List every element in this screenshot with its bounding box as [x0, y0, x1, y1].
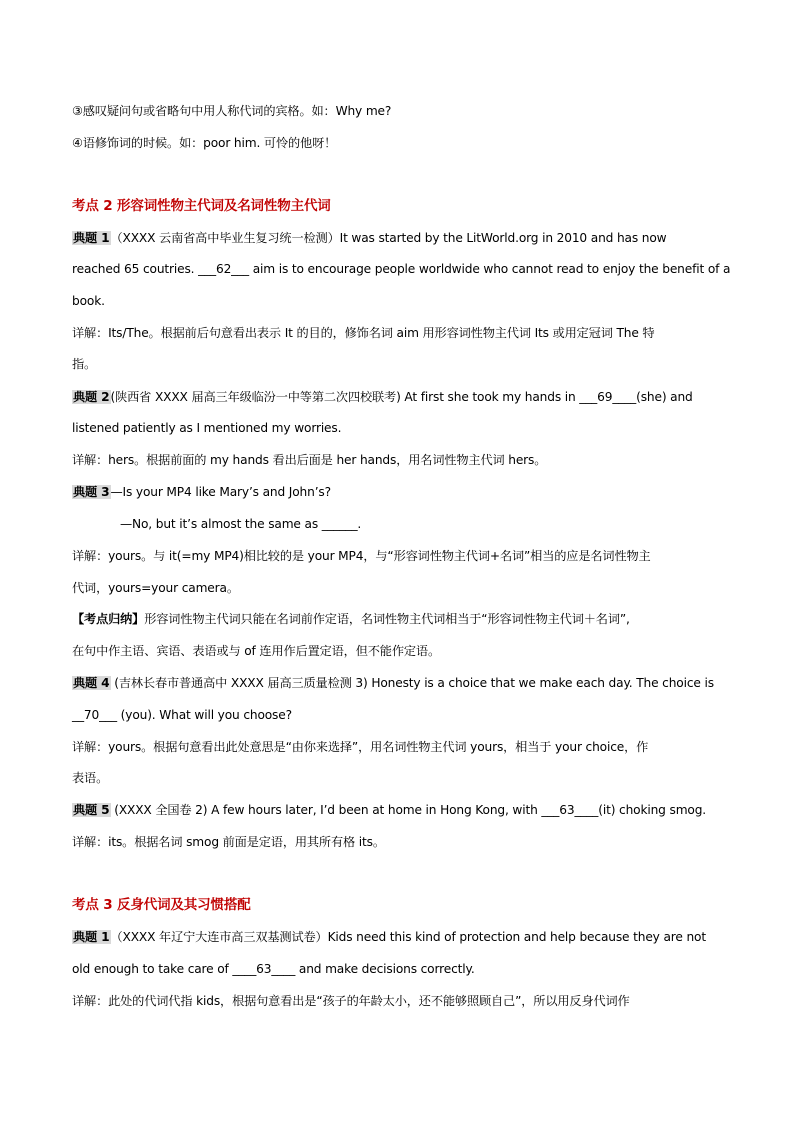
- line-text: 形容词性物主代词只能在名词前作定语，名词性物主代词相当于“形容词性物主代词＋名词”,: [144, 612, 630, 626]
- example-line: [72, 229, 732, 247]
- line-text: 详解：hers。根据前面的 my hands 看出后面是 her hands，用名词性物主代词 hers。: [72, 453, 547, 467]
- text-line: [72, 419, 732, 437]
- line-text: 详解：Its/The。根据前后句意看出表示 It 的目的，修饰名词 aim 用形容词性物主代词 Its 或用定冠词 The 特: [72, 326, 655, 340]
- line-text: 表语。: [72, 771, 109, 785]
- text-line: [72, 706, 732, 724]
- line-text: ④语修饰词的时候。如：poor him. 可怜的他呀！: [72, 136, 337, 150]
- line-text: （XXXX 年辽宁大连市高三双基测试卷）Kids need this kind of protection and help because they are not: [110, 930, 706, 944]
- text-line: [72, 960, 732, 978]
- line-text: 详解：此处的代词代指 kids，根据句意看出是“孩子的年龄太小，还不能够照顾自己”，所以用反身代词作: [72, 994, 630, 1008]
- line-text: 详解：its。根据名词 smog 前面是定语，用其所有格 its。: [72, 835, 385, 849]
- summary-tag: 【考点归纳】: [72, 612, 145, 626]
- line-text: reached 65 coutries. ___62___ aim is to encourage people worldwide who cannot read to enjoy the benefit of a: [72, 262, 731, 276]
- text-line: [120, 515, 780, 533]
- example-line: [72, 674, 732, 692]
- summary-line: [72, 610, 732, 628]
- text-line: [72, 642, 732, 660]
- line-text: 代词，yours=your camera。: [72, 581, 239, 595]
- line-text: （XXXX 云南省高中毕业生复习统一检测）It was started by the LitWorld.org in 2010 and has now: [110, 231, 667, 245]
- heading-text: 考点 3 反身代词及其习惯搭配: [72, 897, 251, 913]
- text-line: [72, 769, 732, 787]
- example-line: [72, 388, 732, 406]
- line-text: ③感叹疑问句或省略句中用人称代词的宾格。如：Why me?: [72, 104, 392, 118]
- explanation-line: [72, 738, 732, 756]
- section-heading: [72, 197, 732, 215]
- line-text: book.: [72, 294, 105, 308]
- example-tag: 典题 3: [73, 485, 110, 499]
- example-line: [72, 928, 732, 946]
- text-line: [72, 102, 732, 120]
- example-line: [72, 483, 732, 501]
- example-tag: 典题 1: [73, 930, 110, 944]
- line-text: 在句中作主语、宾语、表语或与 of 连用作后置定语，但不能作定语。: [72, 644, 440, 658]
- line-text: —No, but it’s almost the same as ______.: [120, 517, 362, 531]
- example-line: [72, 801, 732, 819]
- text-line: [72, 134, 732, 152]
- text-line: [72, 292, 732, 310]
- text-line: [72, 355, 732, 373]
- line-text: old enough to take care of ____63____ and make decisions correctly.: [72, 962, 475, 976]
- line-text: 详解：yours。根据句意看出此处意思是“由你来选择”，用名词性物主代词 yours，相当于 your choice，作: [72, 740, 649, 754]
- line-text: —Is your MP4 like Mary’s and John’s?: [110, 485, 331, 499]
- explanation-line: [72, 547, 732, 565]
- explanation-line: [72, 992, 732, 1010]
- line-text: 详解：yours。与 it(=my MP4)相比较的是 your MP4，与“形容词性物主代词+名词”相当的应是名词性物主: [72, 549, 651, 563]
- example-tag: 典题 1: [73, 231, 110, 245]
- line-text: __70___ (you). What will you choose?: [72, 708, 292, 722]
- section-heading: [72, 896, 732, 914]
- line-text: (吉林长春市普通高中 XXXX 届高三质量检测 3) Honesty is a choice that we make each day. The choice is: [110, 676, 714, 690]
- line-text: 指。: [72, 357, 97, 371]
- line-text: listened patiently as I mentioned my worries.: [72, 421, 342, 435]
- example-tag: 典题 2: [73, 390, 110, 404]
- line-text: (陕西省 XXXX 届高三年级临汾一中等第二次四校联考) At first she took my hands in ___69____(she) and: [110, 390, 693, 404]
- example-tag: 典题 4: [73, 676, 110, 690]
- explanation-line: [72, 324, 732, 342]
- explanation-line: [72, 833, 732, 851]
- explanation-line: [72, 451, 732, 469]
- text-line: [72, 579, 732, 597]
- heading-text: 考点 2 形容词性物主代词及名词性物主代词: [72, 198, 331, 214]
- example-tag: 典题 5: [73, 803, 110, 817]
- line-text: (XXXX 全国卷 2) A few hours later, I’d been at home in Hong Kong, with ___63____(it) choking smog.: [110, 803, 707, 817]
- text-line: [72, 260, 732, 278]
